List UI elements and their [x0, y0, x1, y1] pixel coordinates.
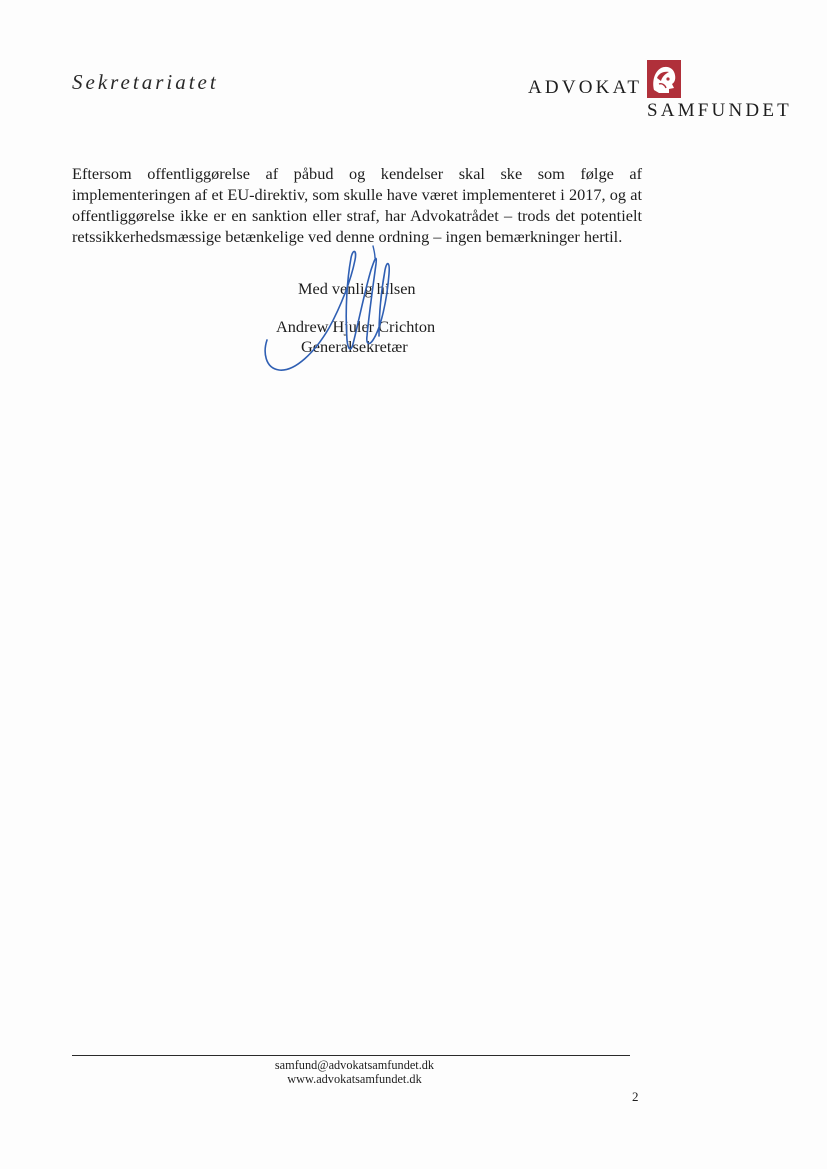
logo-text-line2: SAMFUNDET	[647, 100, 792, 121]
signatory-name: Andrew Hjuler Crichton	[276, 317, 436, 336]
closing-salutation: Med venlig hilsen	[298, 279, 416, 298]
department-name: Sekretariatet	[72, 70, 219, 94]
footer-email: samfund@advokatsamfundet.dk	[274, 1058, 435, 1072]
body-paragraph: Eftersom offentliggørelse af påbud og kendelser skal ske som følge af implementeringen af et EU-direktiv, som skulle have været implementeret i 2017, og at offentliggørelse ikke er en sanktion eller straf, har Advokatrådet – trods det potentielt retssikkerhedsmæssige betænkelige ved denne ordning – ingen bemærkninger hertil.	[72, 164, 642, 246]
footer-website: www.advokatsamfundet.dk	[287, 1072, 422, 1086]
signatory-title: Generalsekretær	[301, 337, 408, 356]
footer-divider	[72, 1055, 630, 1056]
letter-body	[72, 163, 642, 247]
handwritten-signature	[255, 240, 405, 380]
advokatsamfundet-logo	[528, 60, 798, 122]
logo-text-line1: ADVOKAT	[528, 77, 643, 98]
helmet-head-icon	[647, 60, 681, 98]
page-number: 2	[632, 1089, 639, 1104]
